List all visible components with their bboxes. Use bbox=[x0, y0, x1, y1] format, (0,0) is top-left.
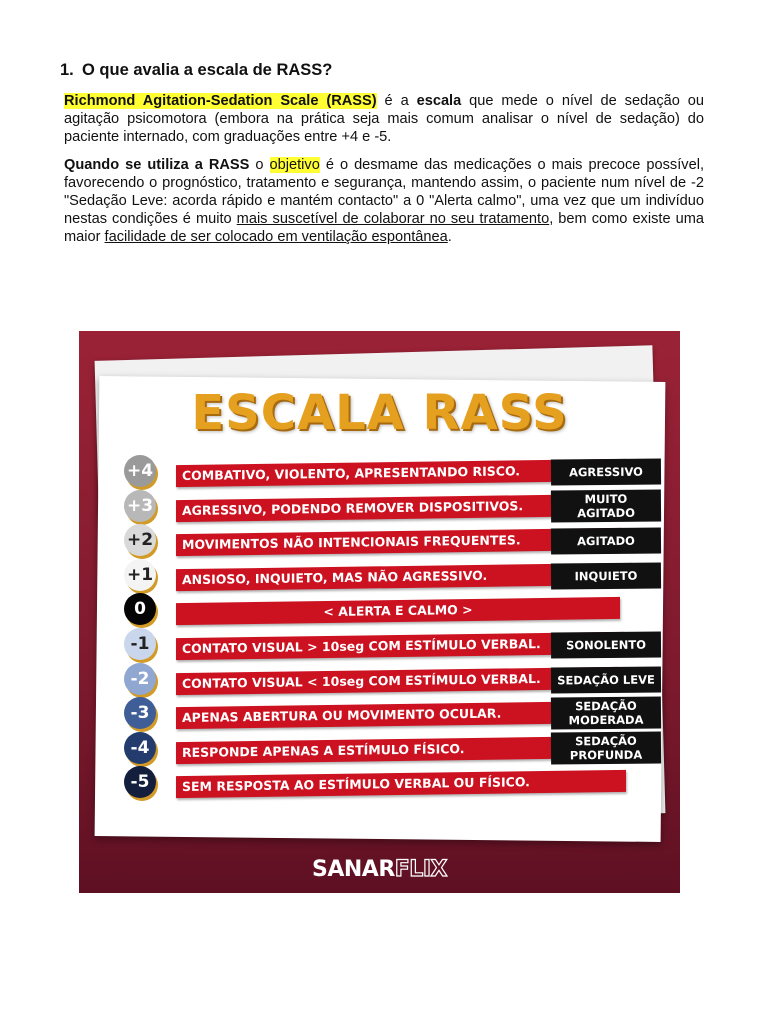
score-circle: -3 bbox=[124, 697, 156, 729]
underline-ventilation: facilidade de ser colocado em ventilação espontânea bbox=[104, 229, 448, 245]
level-tag bbox=[551, 632, 661, 659]
brand-main: SANAR bbox=[312, 857, 395, 882]
score-circle: -2 bbox=[124, 663, 156, 695]
level-tag-line: PROFUNDA bbox=[569, 747, 643, 763]
level-tag-line: SONOLENTO bbox=[565, 637, 646, 653]
rass-level-row bbox=[79, 559, 680, 593]
rass-level-row bbox=[79, 732, 680, 766]
level-tag-line: MODERADA bbox=[568, 712, 644, 728]
level-tag bbox=[551, 731, 661, 764]
level-tag bbox=[551, 459, 661, 486]
level-tag-line: INQUIETO bbox=[574, 568, 638, 584]
description-bar: MOVIMENTOS NÃO INTENCIONAIS FREQUENTES. bbox=[176, 528, 622, 556]
score-circle: -1 bbox=[124, 628, 156, 660]
brand-accent: FLIX bbox=[394, 857, 447, 882]
score-circle: 0 bbox=[124, 593, 156, 625]
level-tag-line: SEDAÇÃO LEVE bbox=[557, 672, 655, 688]
paragraph2-text-c: , bem como existe uma maior bbox=[64, 211, 704, 245]
description-bar: APENAS ABERTURA OU MOVIMENTO OCULAR. bbox=[176, 701, 622, 729]
paragraph-definition bbox=[64, 92, 704, 146]
level-tag bbox=[551, 489, 661, 522]
rass-level-row bbox=[79, 593, 680, 627]
rass-level-row bbox=[79, 766, 680, 800]
description-bar: AGRESSIVO, PODENDO REMOVER DISPOSITIVOS. bbox=[176, 494, 618, 522]
objetivo-highlight: objetivo bbox=[269, 157, 320, 173]
infographic-title: ESCALA RASS bbox=[191, 385, 568, 441]
level-tag-line: AGITADO bbox=[577, 505, 636, 520]
score-circle: +1 bbox=[124, 559, 156, 591]
score-circle: +4 bbox=[124, 455, 156, 487]
description-bar: CONTATO VISUAL < 10seg COM ESTÍMULO VERBAL. bbox=[176, 667, 618, 695]
paragraph2-text-d: . bbox=[447, 229, 452, 245]
paragraph-objective bbox=[64, 156, 704, 246]
scale-name-highlight: Richmond Agitation-Sedation Scale (RASS) bbox=[64, 93, 377, 109]
level-tag-line: SEDAÇÃO bbox=[575, 698, 637, 714]
paragraph2-text-a: o bbox=[249, 157, 270, 173]
score-circle: -4 bbox=[124, 732, 156, 764]
paragraph2-text-b: é o desmame das medicações o mais precoce possível, favorecendo o prognóstico, tratamento e segurança, mantendo assim, o paciente num nível de -2 "Sedação Leve: acorda rápido e mantém contacto" a 0 "Alerta calmo", uma vez que um indivíduo nestas condições é muito bbox=[64, 157, 704, 227]
level-tag-line: AGRESSIVO bbox=[569, 464, 643, 480]
level-tag-line: MUITO bbox=[584, 491, 628, 506]
rass-level-row bbox=[79, 663, 680, 697]
question-number: 1. bbox=[60, 61, 74, 79]
rass-infographic bbox=[79, 331, 680, 893]
level-tag bbox=[551, 666, 661, 693]
rass-level-row bbox=[79, 455, 680, 489]
rass-level-row bbox=[79, 524, 680, 558]
question-text: O que avalia a escala de RASS? bbox=[82, 61, 333, 79]
description-bar: RESPONDE APENAS A ESTÍMULO FÍSICO. bbox=[176, 736, 620, 764]
level-tag bbox=[551, 562, 661, 589]
sanarflix-logo bbox=[79, 857, 680, 882]
underline-collaborate: mais suscetível de colaborar no seu tratamento bbox=[236, 211, 550, 227]
description-bar: < ALERTA E CALMO > bbox=[176, 597, 620, 625]
rass-level-row bbox=[79, 628, 680, 662]
level-tag bbox=[551, 697, 661, 730]
question-heading bbox=[60, 61, 332, 80]
paragraph2-lead: Quando se utiliza a RASS bbox=[64, 157, 250, 173]
rass-level-row bbox=[79, 490, 680, 524]
score-circle: -5 bbox=[124, 766, 156, 798]
paragraph1-text-a: é a bbox=[376, 93, 417, 109]
paragraph1-text-b: que mede o nível de sedação ou agitação psicomotora (embora na prática seja mais comum analisar o nível de sedação) do paciente internado, com graduações entre +4 e -5. bbox=[64, 93, 704, 145]
description-bar: SEM RESPOSTA AO ESTÍMULO VERBAL OU FÍSICO. bbox=[176, 770, 626, 798]
level-tag-line: AGITADO bbox=[577, 533, 635, 549]
description-bar: CONTATO VISUAL > 10seg COM ESTÍMULO VERBAL. bbox=[176, 632, 624, 660]
score-circle: +2 bbox=[124, 524, 156, 556]
rass-level-row bbox=[79, 697, 680, 731]
escala-bold: escala bbox=[416, 93, 462, 109]
description-bar: ANSIOSO, INQUIETO, MAS NÃO AGRESSIVO. bbox=[176, 563, 632, 591]
score-circle: +3 bbox=[124, 490, 156, 522]
level-tag-line: SEDAÇÃO bbox=[575, 733, 637, 749]
level-tag bbox=[551, 528, 661, 555]
description-bar: COMBATIVO, VIOLENTO, APRESENTANDO RISCO. bbox=[176, 459, 626, 487]
